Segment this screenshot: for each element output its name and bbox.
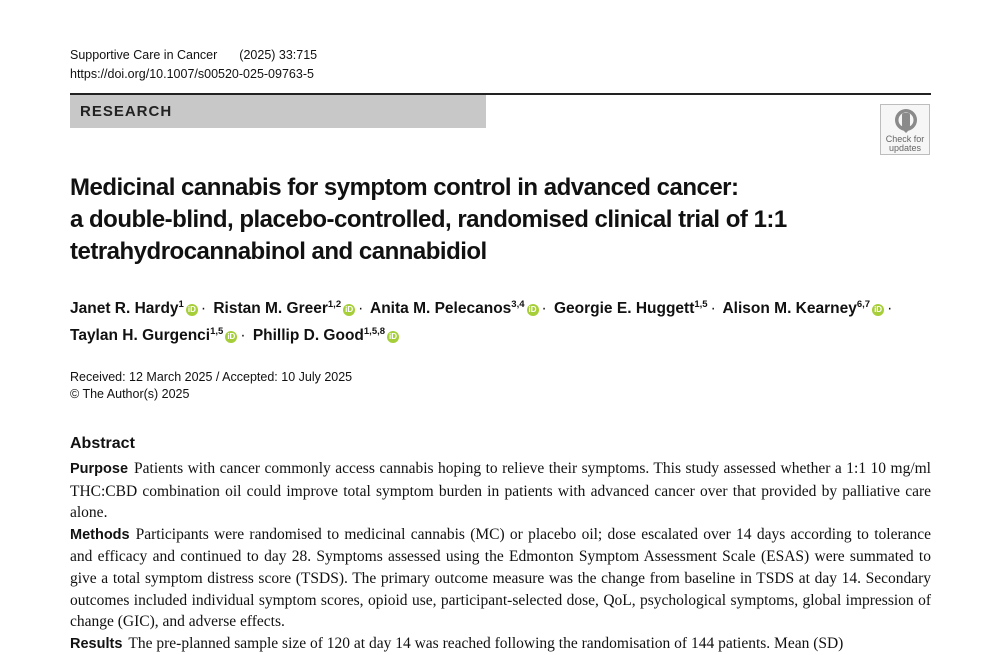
abstract-body xyxy=(70,458,931,655)
author-name[interactable]: Georgie E. Huggett xyxy=(553,300,695,318)
journal-header xyxy=(70,46,317,84)
title-line: Medicinal cannabis for symptom control in advanced cancer: xyxy=(70,174,739,201)
author-affiliation: 1,5 xyxy=(210,326,224,338)
orcid-icon[interactable]: iD xyxy=(874,305,883,315)
orcid-icon[interactable]: iD xyxy=(528,305,537,315)
author-name[interactable]: Alison M. Kearney xyxy=(722,300,857,318)
abstract-purpose xyxy=(70,458,931,524)
author-name[interactable]: Taylan H. Gurgenci xyxy=(70,327,211,345)
article-title xyxy=(70,172,930,268)
methods-label: Methods xyxy=(70,526,130,543)
author-affiliation: 1,5 xyxy=(694,299,708,310)
title-line: a double-blind, placebo-controlled, randomised clinical trial of 1:1 xyxy=(70,206,787,233)
received-accepted-dates: Received: 12 March 2025 / Accepted: 10 July 2025 xyxy=(70,370,353,384)
author-name[interactable]: Phillip D. Good xyxy=(252,327,364,345)
journal-citation: (2025) 33:715 xyxy=(239,48,318,62)
section-label: RESEARCH xyxy=(80,103,173,120)
author-list: Janet R. Hardy$^1$ iD · Ristan M. Greer$^{1,2}$ iD · Anita M. Pelecanos$^{3,4}$ iD · Georgie E. Huggett$^{1,5}$ · Alison M. Kearney$^{6,7}$ iD · Taylan H. Gurgenci$^{1,5}$ iD · Phillip D. Good$^{1,5,8}$ iD xyxy=(70,299,893,345)
abstract-methods xyxy=(70,524,931,633)
author-name[interactable]: Anita M. Pelecanos xyxy=(370,300,512,318)
copyright-notice: © The Author(s) 2025 xyxy=(70,387,190,401)
doi-link[interactable]: https://doi.org/10.1007/s00520-025-09763-5 xyxy=(70,67,314,81)
abstract-heading: Abstract xyxy=(70,435,135,452)
author-affiliation: 1,5,8 xyxy=(363,326,386,338)
article-dates xyxy=(70,369,352,403)
title-line: tetrahydrocannabinol and cannabidiol xyxy=(70,238,487,265)
methods-text: Participants were randomised to medicinal cannabis (MC) or placebo oil; dose escalated over 14 days according to tolerance and efficacy and continued to day 28. Symptoms assessed using the Edmonton Symptom Assessment Scale (ESAS) were summated to give a total symptom distress score (TSDS). The primary outcome measure was the change from baseline in TSDS at day 14. Secondary outcomes included individual symptom scores, opioid use, participant-selected dose, QoL, psychological symptoms, global impression of change (GIC), and adverse effects. xyxy=(70,525,931,631)
orcid-icon[interactable]: iD xyxy=(345,305,354,315)
journal-name: Supportive Care in Cancer xyxy=(70,48,218,62)
purpose-label: Purpose xyxy=(70,461,129,477)
author-affiliation: 1 xyxy=(178,299,184,310)
author-name[interactable]: Ristan M. Greer xyxy=(213,300,328,318)
author-affiliation: 1,2 xyxy=(327,299,342,310)
section-banner xyxy=(70,95,486,128)
abstract-results xyxy=(70,633,931,655)
author-affiliation: 6,7 xyxy=(856,299,871,310)
check-updates-text-1: Check for xyxy=(885,134,925,144)
check-updates-icon xyxy=(894,108,918,134)
author-name[interactable]: Janet R. Hardy xyxy=(70,300,179,318)
purpose-text: Patients with cancer commonly access cannabis hoping to relieve their symptoms. This study assessed whether a 1:1 10 mg/ml THC:CBD combination oil could improve total symptom burden in patients with advanced cancer over that provided by palliative care alone. xyxy=(70,460,931,522)
author-affiliation: 3,4 xyxy=(511,299,525,310)
orcid-icon[interactable]: iD xyxy=(187,305,196,315)
check-updates-text-2: updates xyxy=(888,143,922,153)
results-label: Results xyxy=(70,635,123,652)
orcid-icon[interactable]: iD xyxy=(227,332,236,342)
check-for-updates-badge[interactable] xyxy=(880,104,930,155)
results-text: The pre-planned sample size of 120 at day 14 was reached following the randomisation of 144 patients. Mean (SD) xyxy=(128,634,844,652)
orcid-icon[interactable]: iD xyxy=(389,332,398,342)
